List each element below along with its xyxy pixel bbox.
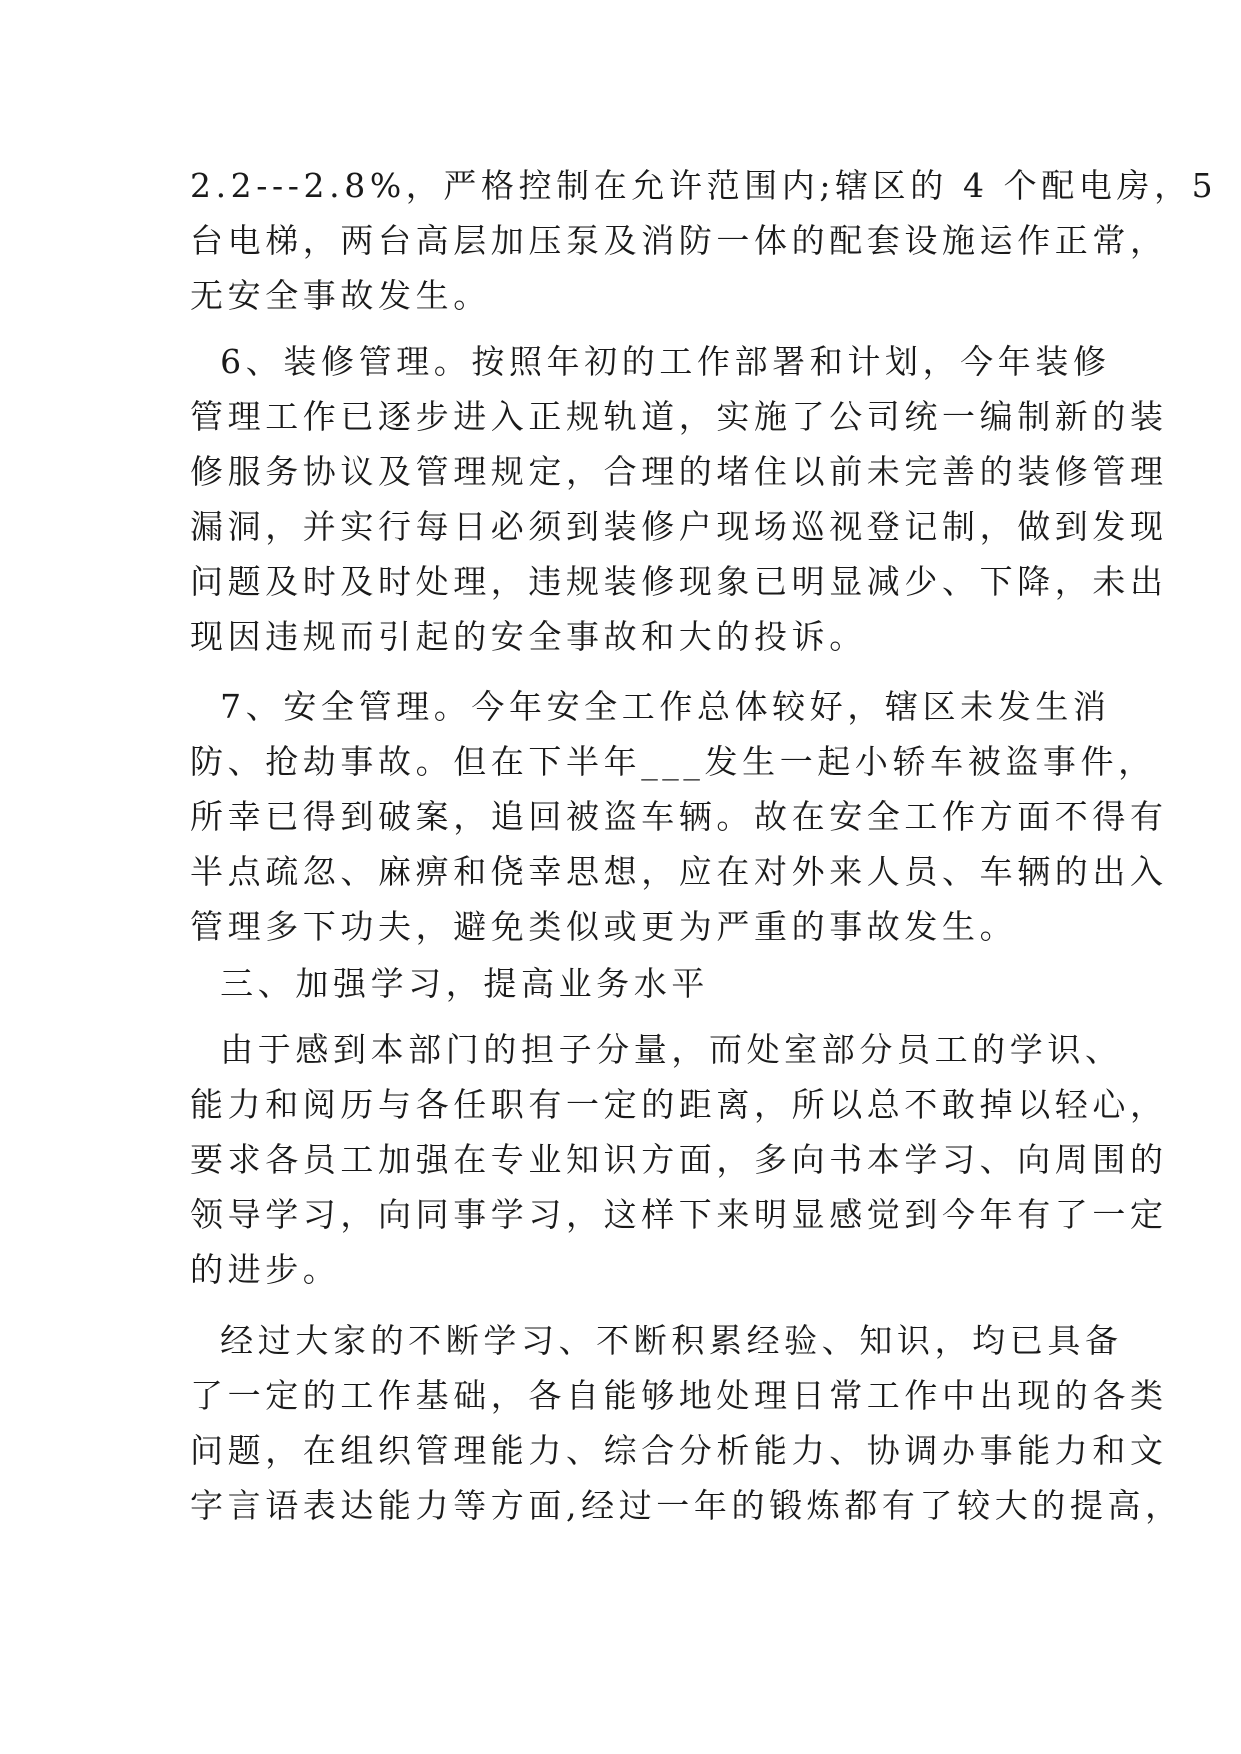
text-line: 字言语表达能力等方面,经过一年的锻炼都有了较大的提高， bbox=[190, 1486, 1183, 1525]
text-line: 所幸已得到破案，追回被盗车辆。故在安全工作方面不得有 bbox=[190, 797, 1168, 836]
text-line: 台电梯，两台高层加压泵及消防一体的配套设施运作正常， bbox=[190, 221, 1168, 260]
section-heading: 三、加强学习，提高业务水平 bbox=[190, 964, 709, 1003]
text-line: 修服务协议及管理规定，合理的堵住以前未完善的装修管理 bbox=[190, 452, 1168, 491]
text-line: 现因违规而引起的安全事故和大的投诉。 bbox=[190, 617, 867, 656]
text-line: 防、抢劫事故。但在下半年___发生一起小轿车被盗事件， bbox=[190, 742, 1156, 781]
text-line: 管理工作已逐步进入正规轨道，实施了公司统一编制新的装 bbox=[190, 397, 1168, 436]
text-line: 2.2---2.8%，严格控制在允许范围内;辖区的 4 个配电房，5 bbox=[190, 166, 1218, 205]
text-line: 问题及时及时处理，违规装修现象已明显减少、下降，未出 bbox=[190, 562, 1168, 601]
text-line: 漏洞，并实行每日必须到装修户现场巡视登记制，做到发现 bbox=[190, 507, 1168, 546]
text-line: 半点疏忽、麻痹和侥幸思想，应在对外来人员、车辆的出入 bbox=[190, 852, 1168, 891]
text-line: 了一定的工作基础，各自能够地处理日常工作中出现的各类 bbox=[190, 1376, 1168, 1415]
text-line: 由于感到本部门的担子分量，而处室部分员工的学识、 bbox=[190, 1030, 1123, 1069]
paragraph-heading-decoration: 6、装修管理。按照年初的工作部署和计划，今年装修 bbox=[190, 342, 1111, 381]
text-line: 要求各员工加强在专业知识方面，多向书本学习、向周围的 bbox=[190, 1140, 1168, 1179]
text-line: 领导学习，向同事学习，这样下来明显感觉到今年有了一定 bbox=[190, 1195, 1168, 1234]
paragraph-heading-safety: 7、安全管理。今年安全工作总体较好，辖区未发生消 bbox=[190, 687, 1111, 726]
text-line: 问题，在组织管理能力、综合分析能力、协调办事能力和文 bbox=[190, 1431, 1168, 1470]
text-line: 能力和阅历与各任职有一定的距离，所以总不敢掉以轻心， bbox=[190, 1085, 1168, 1124]
text-line: 经过大家的不断学习、不断积累经验、知识，均已具备 bbox=[190, 1321, 1123, 1360]
text-line: 管理多下功夫，避免类似或更为严重的事故发生。 bbox=[190, 907, 1018, 946]
text-line: 无安全事故发生。 bbox=[190, 276, 491, 315]
text-line: 的进步。 bbox=[190, 1250, 341, 1289]
